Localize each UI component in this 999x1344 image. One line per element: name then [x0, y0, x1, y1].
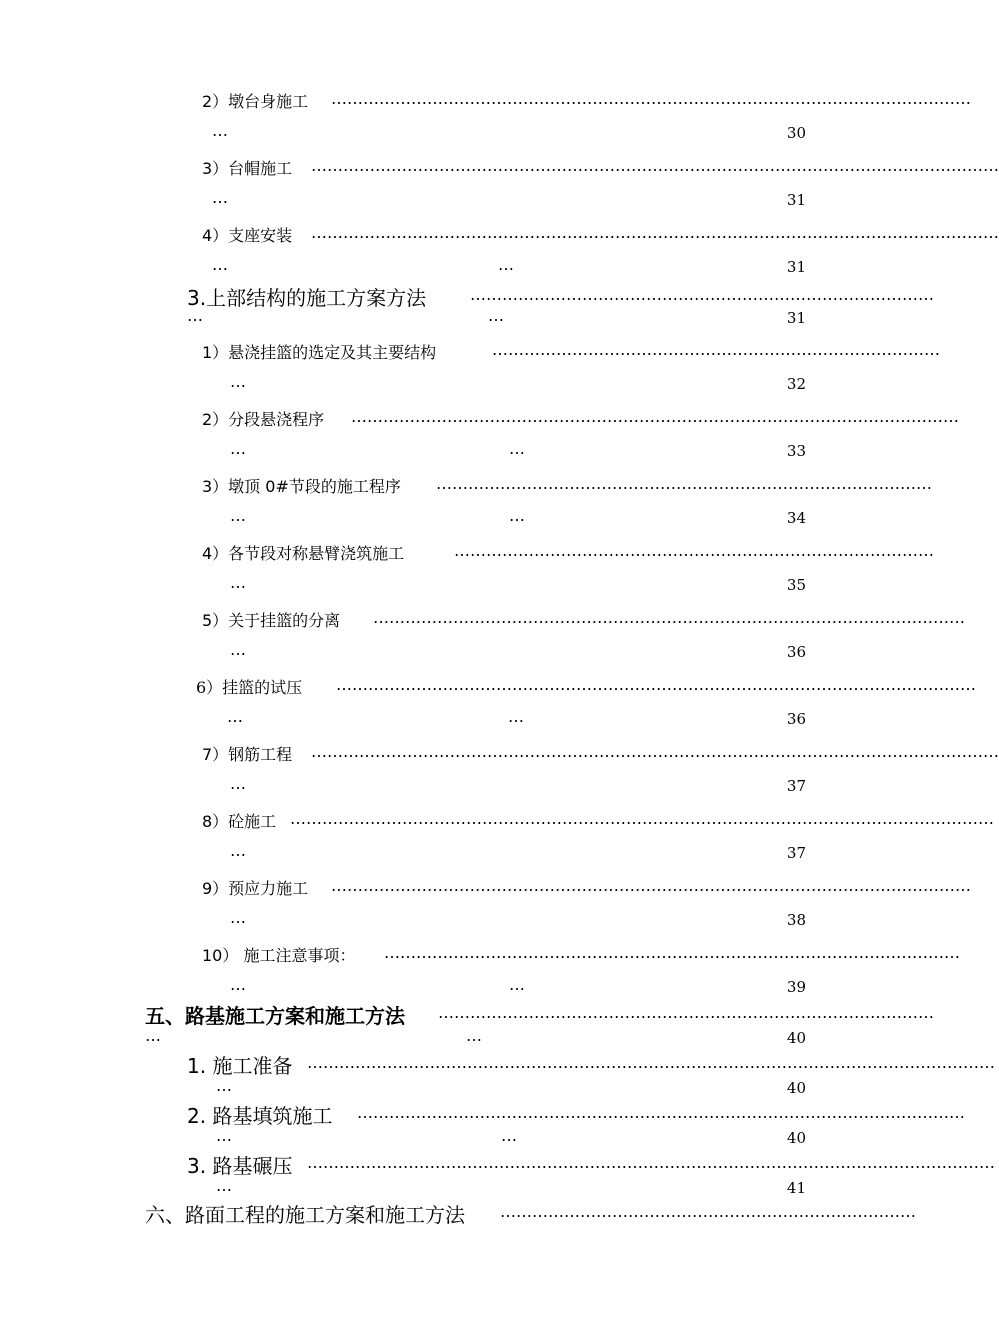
continuation-dots: … [212, 255, 228, 274]
continuation-dots: … [230, 908, 246, 927]
page-number: 31 [786, 309, 806, 327]
continuation-dots: … [488, 306, 504, 325]
toc-entry-label[interactable]: 3. 路基碾压 [187, 1154, 293, 1178]
page-number: 37 [786, 777, 806, 795]
toc-entry-label[interactable]: 2）分段悬浇程序 [202, 410, 325, 429]
page-number: 36 [786, 643, 806, 661]
page-number: 39 [786, 978, 806, 996]
toc-entry-label[interactable]: 10） 施工注意事项： [202, 946, 356, 965]
leader-dots: ………………………………………………………………………………………………………………… [311, 156, 999, 175]
leader-dots: …………………………………………………………………… [500, 1202, 916, 1221]
toc-entry-label[interactable]: 9）预应力施工 [202, 879, 309, 898]
continuation-dots: … [230, 841, 246, 860]
continuation-dots: … [498, 255, 514, 274]
toc-entry-label[interactable]: 4）各节段对称悬臂浇筑施工 [202, 544, 405, 563]
page-number: 37 [786, 844, 806, 862]
page-number: 31 [786, 258, 806, 276]
page-number: 35 [786, 576, 806, 594]
toc-entry-label[interactable]: 3.上部结构的施工方案方法 [187, 286, 427, 310]
leader-dots: ………………………………………………………………………………………………………………… [311, 223, 999, 242]
continuation-dots: … [212, 188, 228, 207]
continuation-dots: … [230, 774, 246, 793]
toc-entry-label[interactable]: 2）墩台身施工 [202, 92, 309, 111]
leader-dots: …………………………………………………………………………… [470, 285, 934, 304]
page-number: 36 [786, 710, 806, 728]
leader-dots: ………………………………………………………………………………………………………… [331, 876, 971, 895]
leader-dots: …………………………………………………………………………………………………… [351, 407, 959, 426]
page-number: 40 [786, 1129, 806, 1147]
toc-entry-label[interactable]: 2. 路基填筑施工 [187, 1104, 333, 1128]
toc-entry-label[interactable]: 1）悬浇挂篮的选定及其主要结构 [202, 343, 437, 362]
page-number: 31 [786, 191, 806, 209]
continuation-dots: … [466, 1026, 482, 1045]
continuation-dots: … [227, 707, 243, 726]
toc-entry-label[interactable]: 4）支座安装 [202, 226, 293, 245]
leader-dots: ……………………………………………………………………………………………… [384, 943, 960, 962]
continuation-dots: … [216, 1076, 232, 1095]
leader-dots: …………………………………………………………………………………………………………………… [290, 809, 994, 828]
leader-dots: ………………………………………………………………………… [492, 340, 940, 359]
continuation-dots: … [509, 975, 525, 994]
continuation-dots: … [216, 1176, 232, 1195]
continuation-dots: … [230, 640, 246, 659]
leader-dots: ………………………………………………………………………………………………………… [331, 89, 971, 108]
toc-entry-label[interactable]: 五、路基施工方案和施工方法 [145, 1004, 405, 1028]
page-number: 40 [786, 1029, 806, 1047]
toc-entry-label[interactable]: 1. 施工准备 [187, 1054, 293, 1078]
leader-dots: ………………………………………………………………………………… [436, 474, 932, 493]
toc-entry-label[interactable]: 6）挂篮的试压 [196, 678, 303, 697]
leader-dots: ………………………………………………………………………………… [438, 1003, 934, 1022]
continuation-dots: … [508, 707, 524, 726]
toc-entry-label[interactable]: 7）钢筋工程 [202, 745, 293, 764]
continuation-dots: … [230, 975, 246, 994]
page-number: 38 [786, 911, 806, 929]
page-number: 41 [786, 1179, 806, 1197]
continuation-dots: … [212, 121, 228, 140]
continuation-dots: … [509, 506, 525, 525]
page-number: 33 [786, 442, 806, 460]
toc-entry-label[interactable]: 六、路面工程的施工方案和施工方法 [145, 1203, 465, 1227]
page-number: 34 [786, 509, 806, 527]
page-number: 30 [786, 124, 806, 142]
leader-dots: ………………………………………………………………………………………………………………… [311, 742, 999, 761]
continuation-dots: … [145, 1026, 161, 1045]
continuation-dots: … [230, 573, 246, 592]
leader-dots: ………………………………………………………………………………………………… [373, 608, 965, 627]
toc-entry-label[interactable]: 3）墩顶 0#节段的施工程序 [202, 477, 401, 496]
toc-entry-label[interactable]: 3）台帽施工 [202, 159, 293, 178]
leader-dots: …………………………………………………………………………………………………… [357, 1103, 965, 1122]
continuation-dots: … [230, 372, 246, 391]
continuation-dots: … [230, 439, 246, 458]
leader-dots: ………………………………………………………………………………………………………………… [307, 1153, 995, 1172]
continuation-dots: … [187, 306, 203, 325]
page-number: 32 [786, 375, 806, 393]
leader-dots: ………………………………………………………………………………………………………………… [307, 1053, 995, 1072]
leader-dots: ……………………………………………………………………………… [454, 541, 934, 560]
continuation-dots: … [509, 439, 525, 458]
toc-entry-label[interactable]: 5）关于挂篮的分离 [202, 611, 341, 630]
continuation-dots: … [501, 1126, 517, 1145]
leader-dots: ………………………………………………………………………………………………………… [336, 675, 976, 694]
continuation-dots: … [230, 506, 246, 525]
toc-entry-label[interactable]: 8）砼施工 [202, 812, 277, 831]
page-number: 40 [786, 1079, 806, 1097]
continuation-dots: … [216, 1126, 232, 1145]
